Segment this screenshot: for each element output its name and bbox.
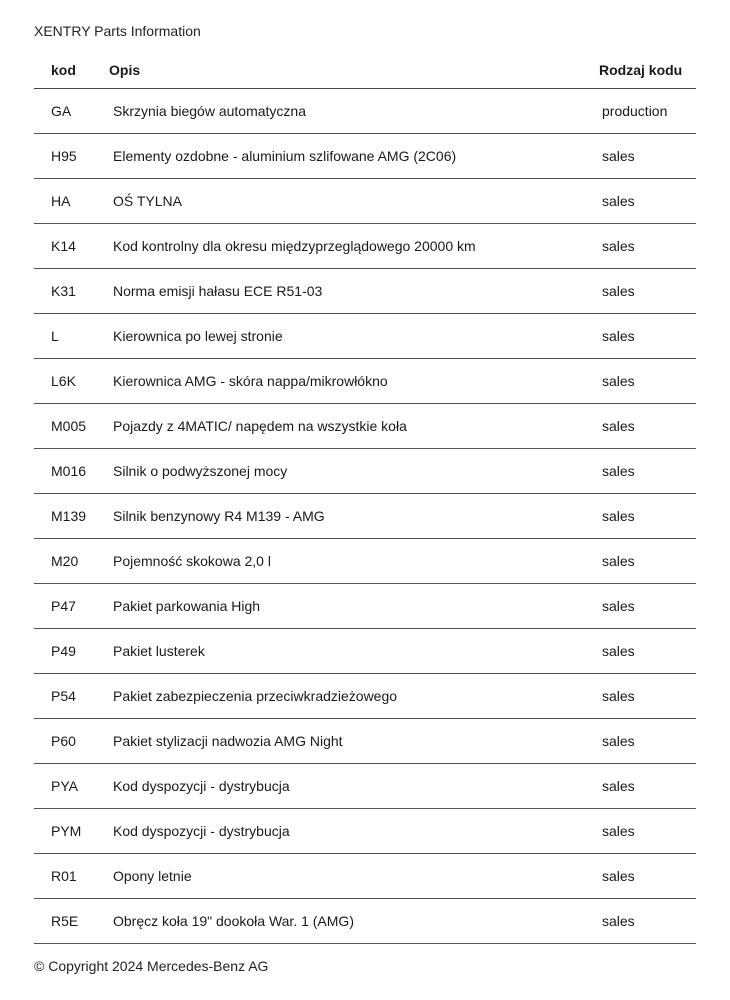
code-type-cell: sales	[599, 584, 696, 629]
column-header-opis: Opis	[107, 52, 599, 89]
code-type-cell: production	[599, 89, 696, 134]
description-cell: OŚ TYLNA	[107, 179, 599, 224]
description-cell: Kod dyspozycji - dystrybucja	[107, 764, 599, 809]
code-cell: HA	[34, 179, 107, 224]
code-cell: K14	[34, 224, 107, 269]
table-row	[34, 89, 696, 134]
code-cell: H95	[34, 134, 107, 179]
description-cell: Silnik benzynowy R4 M139 - AMG	[107, 494, 599, 539]
code-type-cell: sales	[599, 359, 696, 404]
table-row	[34, 584, 696, 629]
description-cell: Elementy ozdobne - aluminium szlifowane AMG (2C06)	[107, 134, 599, 179]
description-cell: Pakiet stylizacji nadwozia AMG Night	[107, 719, 599, 764]
code-cell: P47	[34, 584, 107, 629]
table-row	[34, 404, 696, 449]
code-type-cell: sales	[599, 674, 696, 719]
table-row	[34, 764, 696, 809]
code-cell: L	[34, 314, 107, 359]
code-cell: M139	[34, 494, 107, 539]
table-row	[34, 269, 696, 314]
code-type-cell: sales	[599, 899, 696, 944]
description-cell: Skrzynia biegów automatyczna	[107, 89, 599, 134]
code-type-cell: sales	[599, 449, 696, 494]
description-cell: Pojemność skokowa 2,0 l	[107, 539, 599, 584]
description-cell: Kod kontrolny dla okresu międzyprzeglądowego 20000 km	[107, 224, 599, 269]
column-header-kod: kod	[34, 52, 107, 89]
code-type-cell: sales	[599, 854, 696, 899]
table-row	[34, 134, 696, 179]
code-type-cell: sales	[599, 134, 696, 179]
description-cell: Pakiet zabezpieczenia przeciwkradzieżowego	[107, 674, 599, 719]
parts-table	[34, 52, 696, 944]
code-cell: P49	[34, 629, 107, 674]
copyright-footer: © Copyright 2024 Mercedes-Benz AG	[34, 958, 269, 974]
code-cell: PYM	[34, 809, 107, 854]
table-row	[34, 494, 696, 539]
description-cell: Pakiet parkowania High	[107, 584, 599, 629]
table-row	[34, 314, 696, 359]
code-cell: R5E	[34, 899, 107, 944]
code-cell: K31	[34, 269, 107, 314]
table-row	[34, 179, 696, 224]
code-type-cell: sales	[599, 494, 696, 539]
description-cell: Kierownica AMG - skóra nappa/mikrowłókno	[107, 359, 599, 404]
code-type-cell: sales	[599, 809, 696, 854]
table-header	[34, 52, 696, 89]
table-row	[34, 899, 696, 944]
code-cell: R01	[34, 854, 107, 899]
code-type-cell: sales	[599, 404, 696, 449]
header-row	[34, 52, 696, 89]
table-body	[34, 89, 696, 944]
description-cell: Pojazdy z 4MATIC/ napędem na wszystkie koła	[107, 404, 599, 449]
column-header-rodzaj: Rodzaj kodu	[599, 52, 696, 89]
code-cell: M20	[34, 539, 107, 584]
code-cell: M016	[34, 449, 107, 494]
table-row	[34, 809, 696, 854]
table-row	[34, 224, 696, 269]
table-row	[34, 539, 696, 584]
code-cell: P54	[34, 674, 107, 719]
code-cell: PYA	[34, 764, 107, 809]
code-type-cell: sales	[599, 539, 696, 584]
table-row	[34, 674, 696, 719]
code-cell: L6K	[34, 359, 107, 404]
description-cell: Silnik o podwyższonej mocy	[107, 449, 599, 494]
code-type-cell: sales	[599, 179, 696, 224]
code-cell: GA	[34, 89, 107, 134]
code-cell: M005	[34, 404, 107, 449]
description-cell: Opony letnie	[107, 854, 599, 899]
code-type-cell: sales	[599, 314, 696, 359]
table-row	[34, 719, 696, 764]
code-cell: P60	[34, 719, 107, 764]
code-type-cell: sales	[599, 224, 696, 269]
table-row	[34, 359, 696, 404]
description-cell: Kod dyspozycji - dystrybucja	[107, 809, 599, 854]
table-row	[34, 854, 696, 899]
description-cell: Norma emisji hałasu ECE R51-03	[107, 269, 599, 314]
table-row	[34, 449, 696, 494]
description-cell: Obręcz koła 19" dookoła War. 1 (AMG)	[107, 899, 599, 944]
table-row	[34, 629, 696, 674]
code-type-cell: sales	[599, 764, 696, 809]
description-cell: Kierownica po lewej stronie	[107, 314, 599, 359]
code-type-cell: sales	[599, 269, 696, 314]
document-title: XENTRY Parts Information	[34, 23, 201, 39]
code-type-cell: sales	[599, 629, 696, 674]
code-type-cell: sales	[599, 719, 696, 764]
description-cell: Pakiet lusterek	[107, 629, 599, 674]
